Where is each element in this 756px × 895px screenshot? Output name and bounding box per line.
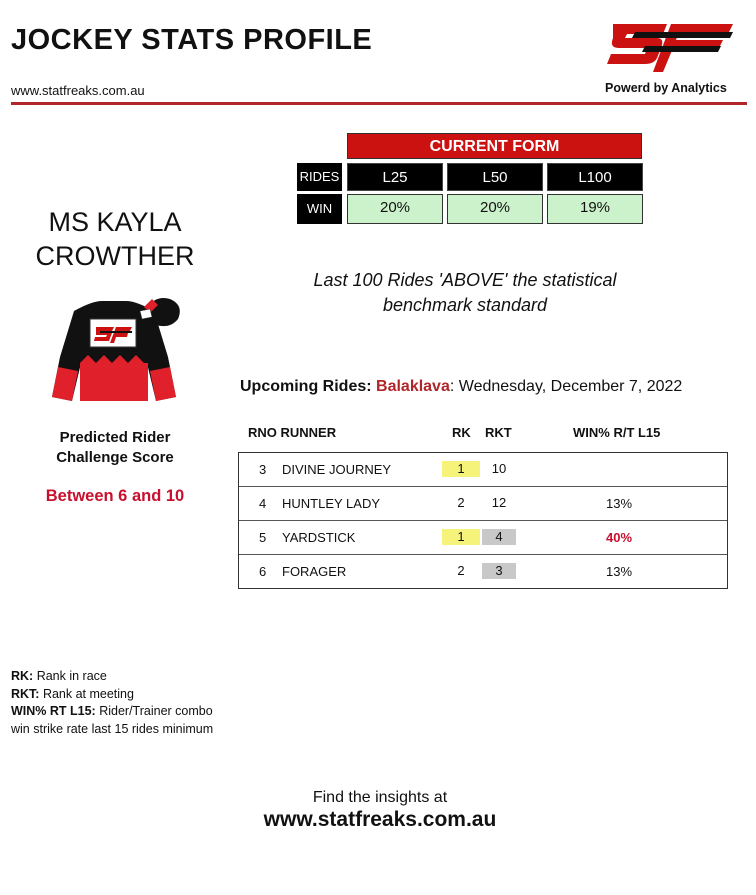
legend [11, 668, 226, 738]
row-rk: 1 [442, 461, 480, 477]
table-row [239, 521, 727, 555]
win-l50-value: 20% [447, 194, 543, 224]
form-col-l50: L50 [447, 163, 543, 191]
row-win: 40% [605, 530, 633, 545]
footer-prompt: Find the insights at [312, 789, 448, 806]
current-form-heading: CURRENT FORM [347, 133, 642, 159]
table-row [239, 555, 727, 588]
website-link-top[interactable]: www.statfreaks.com.au [11, 83, 145, 98]
form-assessment-line2: benchmark standard [382, 295, 548, 315]
jockey-name-line1: MS KAYLA [48, 207, 182, 237]
meeting-date: : Wednesday, December 7, 2022 [449, 378, 683, 395]
upcoming-rides-heading [240, 378, 682, 396]
form-col-l25: L25 [347, 163, 443, 191]
col-rk: RK [452, 425, 471, 440]
predicted-score-value: Between 6 and 10 [45, 487, 185, 505]
row-rk: 2 [457, 495, 465, 510]
legend-rkt: RKT: Rank at meeting [11, 686, 134, 701]
predicted-score-label-line2: Challenge Score [56, 449, 174, 466]
row-rk: 1 [442, 529, 480, 545]
table-row [239, 453, 727, 487]
row-rkt: 12 [491, 495, 507, 510]
jockey-silks-icon [52, 297, 184, 405]
row-rno: 4 [259, 496, 267, 511]
legend-win: WIN% RT L15: Rider/Trainer combo win strike rate last 15 rides minimum [11, 704, 214, 736]
form-assessment [280, 268, 650, 318]
win-l25-value: 20% [347, 194, 443, 224]
row-win: 13% [605, 564, 633, 579]
row-runner: FORAGER [282, 564, 347, 579]
predicted-score-label-line1: Predicted Rider [59, 429, 171, 446]
row-rno: 6 [259, 564, 267, 579]
row-rkt: 10 [491, 461, 507, 476]
col-rkt: RKT [485, 425, 512, 440]
col-win-rt-l15: WIN% R/T L15 [573, 425, 661, 440]
jockey-name [0, 205, 230, 273]
row-runner: HUNTLEY LADY [282, 496, 381, 511]
row-rk: 2 [457, 563, 465, 578]
form-assessment-line1: Last 100 Rides 'ABOVE' the statistical [313, 270, 617, 290]
powered-by-tagline: Powerd by Analytics [605, 81, 727, 95]
rides-label: RIDES [297, 163, 342, 191]
statfreaks-logo-icon [605, 12, 735, 72]
row-win: 13% [605, 496, 633, 511]
jockey-name-line2: CROWTHER [35, 241, 195, 271]
predicted-score-label [30, 428, 200, 468]
form-col-l100: L100 [547, 163, 643, 191]
row-runner: YARDSTICK [282, 530, 356, 545]
legend-rk: RK: Rank in race [11, 669, 107, 683]
row-rkt: 4 [482, 529, 516, 545]
upcoming-rides-table [238, 452, 728, 589]
header-divider [11, 102, 747, 105]
row-rno: 5 [259, 530, 267, 545]
row-runner: DIVINE JOURNEY [282, 462, 392, 477]
table-row [239, 487, 727, 521]
upcoming-rides-label: Upcoming Rides: [240, 378, 372, 395]
website-link-bottom[interactable]: www.statfreaks.com.au [263, 808, 497, 831]
page-title: JOCKEY STATS PROFILE [11, 24, 373, 56]
win-label: WIN [297, 194, 342, 224]
win-l100-value: 19% [547, 194, 643, 224]
row-rkt: 3 [482, 563, 516, 579]
col-rno-runner: RNO RUNNER [248, 425, 337, 440]
row-rno: 3 [259, 462, 267, 477]
meeting-track: Balaklava [376, 378, 450, 395]
